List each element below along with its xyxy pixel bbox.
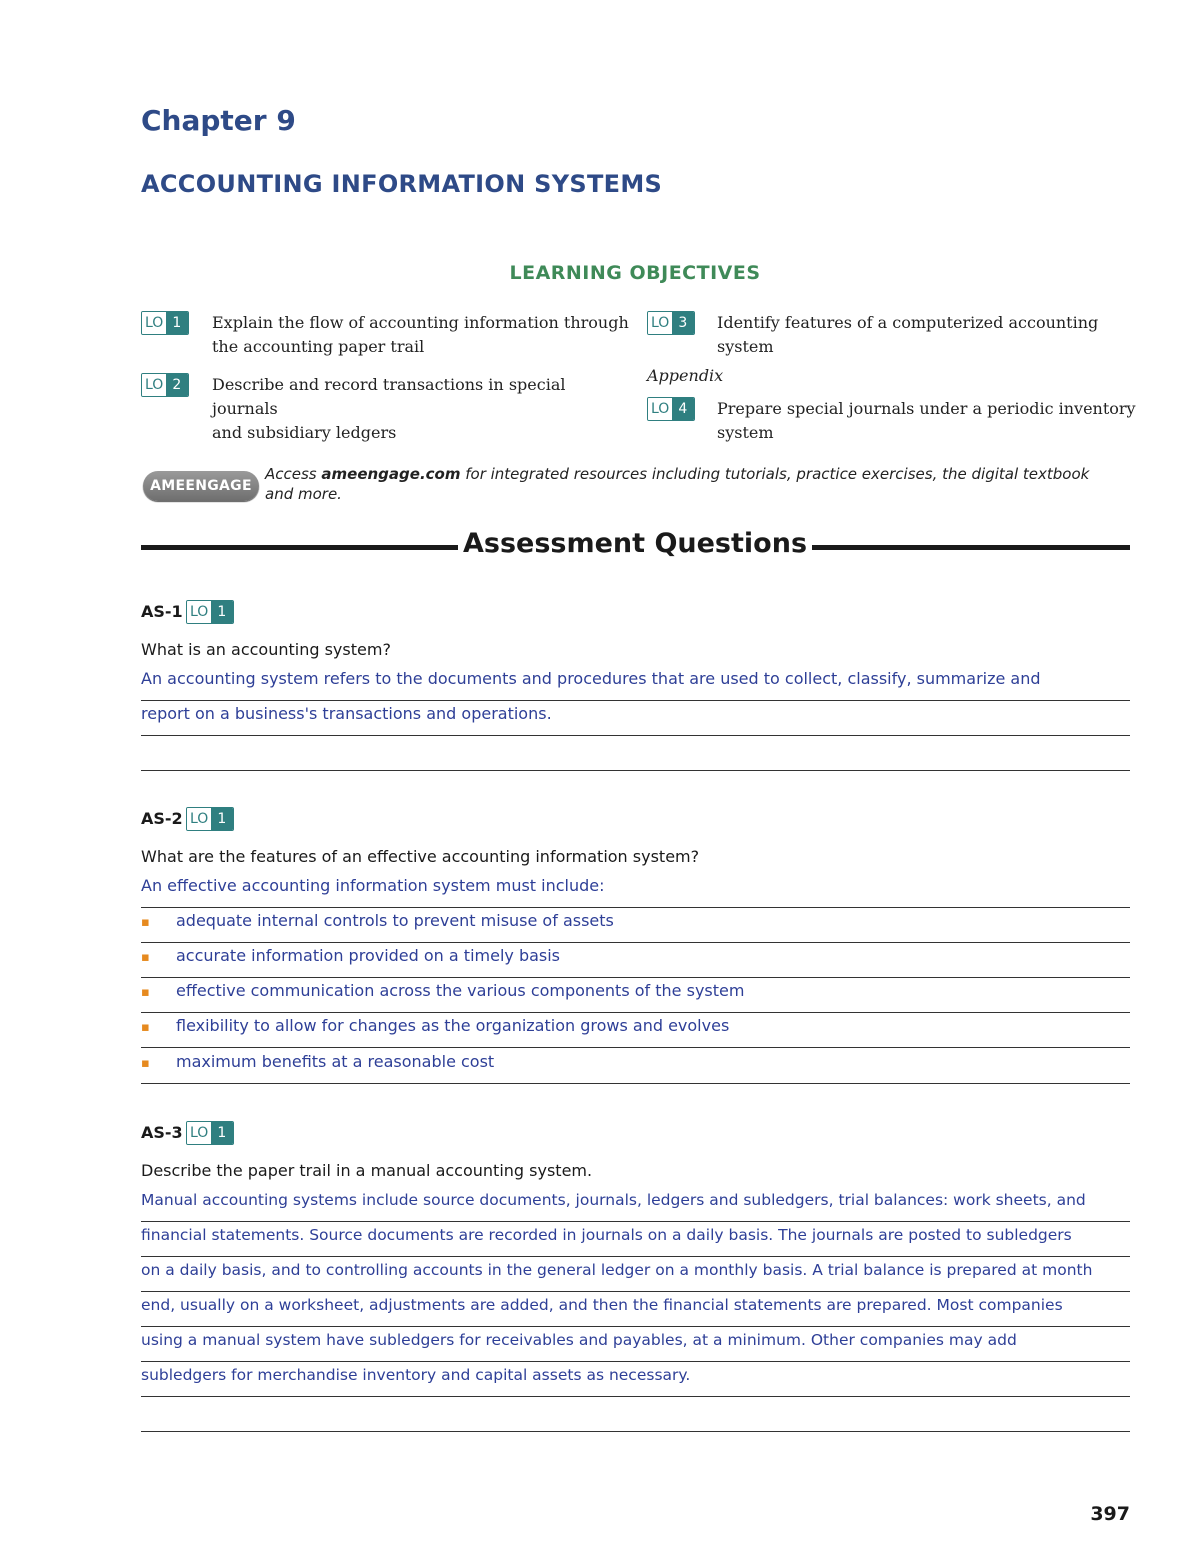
lo-badge-2	[141, 373, 189, 397]
answer-bullet-line: ▪ effective communication across the various components of the system	[141, 978, 1130, 1013]
learning-objective-4: Prepare special journals under a periodic inventory system	[717, 399, 1136, 442]
learning-objective-3: Identify features of a computerized accounting system	[717, 313, 1099, 356]
answer-line	[141, 736, 1130, 771]
answer-line: An effective accounting information system must include:	[141, 873, 1130, 908]
lo-badge-number: 1	[211, 808, 233, 830]
bullet-icon: ▪	[141, 985, 150, 1000]
lo-badge-4	[647, 397, 695, 421]
ameengage-link[interactable]: ameengage.com	[321, 465, 461, 483]
chapter-title: ACCOUNTING INFORMATION SYSTEMS	[141, 170, 663, 198]
section-title: Assessment Questions	[462, 528, 808, 559]
appendix-label: Appendix	[647, 366, 724, 385]
lo-badge-1	[141, 311, 189, 335]
answer-line: An accounting system refers to the documents and procedures that are used to collect, classify, summarize and	[141, 666, 1130, 701]
learning-objective-1: Explain the flow of accounting information through the accounting paper trail	[212, 313, 629, 356]
learning-objectives-heading: LEARNING OBJECTIVES	[509, 262, 761, 284]
lo-badge-prefix: LO	[648, 398, 672, 420]
lo-badge-number: 4	[672, 398, 694, 420]
lo-badge-prefix: LO	[187, 601, 211, 623]
question-text: What are the features of an effective accounting information system?	[141, 847, 700, 866]
ameengage-note: Access ameengage.com for integrated resources including tutorials, practice exercises, the digital textbook and more.	[265, 465, 1090, 503]
page-number: 397	[1090, 1503, 1130, 1525]
lo-badge-prefix: LO	[142, 374, 166, 396]
answer-line: on a daily basis, and to controlling accounts in the general ledger on a monthly basis. A trial balance is prepared at month	[141, 1257, 1130, 1292]
answer-line	[141, 1397, 1130, 1432]
lo-badge-prefix: LO	[142, 312, 166, 334]
lo-badge-prefix: LO	[648, 312, 672, 334]
lo-badge-number: 3	[672, 312, 694, 334]
lo-badge-number: 1	[166, 312, 188, 334]
chapter-number: Chapter 9	[141, 104, 296, 137]
lo-badge-prefix: LO	[187, 1122, 211, 1144]
section-rule-right	[812, 545, 1130, 550]
question-text: What is an accounting system?	[141, 640, 391, 659]
lo-badge-number: 1	[211, 601, 233, 623]
ameengage-logo[interactable]: AMEENGAGE	[143, 471, 259, 501]
answer-bullet-line: ▪ adequate internal controls to prevent misuse of assets	[141, 908, 1130, 943]
question-label-as2: AS-2	[141, 809, 183, 828]
answer-bullet-line: ▪ accurate information provided on a timely basis	[141, 943, 1130, 978]
lo-badge-number: 1	[211, 1122, 233, 1144]
answer-line: end, usually on a worksheet, adjustments are added, and then the financial statements are prepared. Most companies	[141, 1292, 1130, 1327]
lo-badge-prefix: LO	[187, 808, 211, 830]
answer-line: Manual accounting systems include source documents, journals, ledgers and subledgers, trial balances: work sheets, and	[141, 1187, 1130, 1222]
bullet-icon: ▪	[141, 950, 150, 965]
answer-bullet-line: ▪ maximum benefits at a reasonable cost	[141, 1049, 1130, 1084]
bullet-icon: ▪	[141, 1056, 150, 1071]
learning-objective-2: Describe and record transactions in special journals and subsidiary ledgers	[212, 375, 566, 442]
answer-bullet-line: ▪ flexibility to allow for changes as the organization grows and evolves	[141, 1013, 1130, 1048]
answer-line: report on a business's transactions and operations.	[141, 701, 1130, 736]
lo-badge-number: 2	[166, 374, 188, 396]
question-lo-badge	[186, 600, 234, 624]
bullet-icon: ▪	[141, 1020, 150, 1035]
lo-badge-3	[647, 311, 695, 335]
question-label-as1: AS-1	[141, 602, 183, 621]
question-label-as3: AS-3	[141, 1123, 183, 1142]
answer-line: using a manual system have subledgers for receivables and payables, at a minimum. Other companies may add	[141, 1327, 1130, 1362]
answer-line: subledgers for merchandise inventory and capital assets as necessary.	[141, 1362, 1130, 1397]
answer-line: financial statements. Source documents are recorded in journals on a daily basis. The journals are posted to subledgers	[141, 1222, 1130, 1257]
bullet-icon: ▪	[141, 915, 150, 930]
question-lo-badge	[186, 1121, 234, 1145]
question-lo-badge	[186, 807, 234, 831]
question-text: Describe the paper trail in a manual accounting system.	[141, 1161, 593, 1180]
